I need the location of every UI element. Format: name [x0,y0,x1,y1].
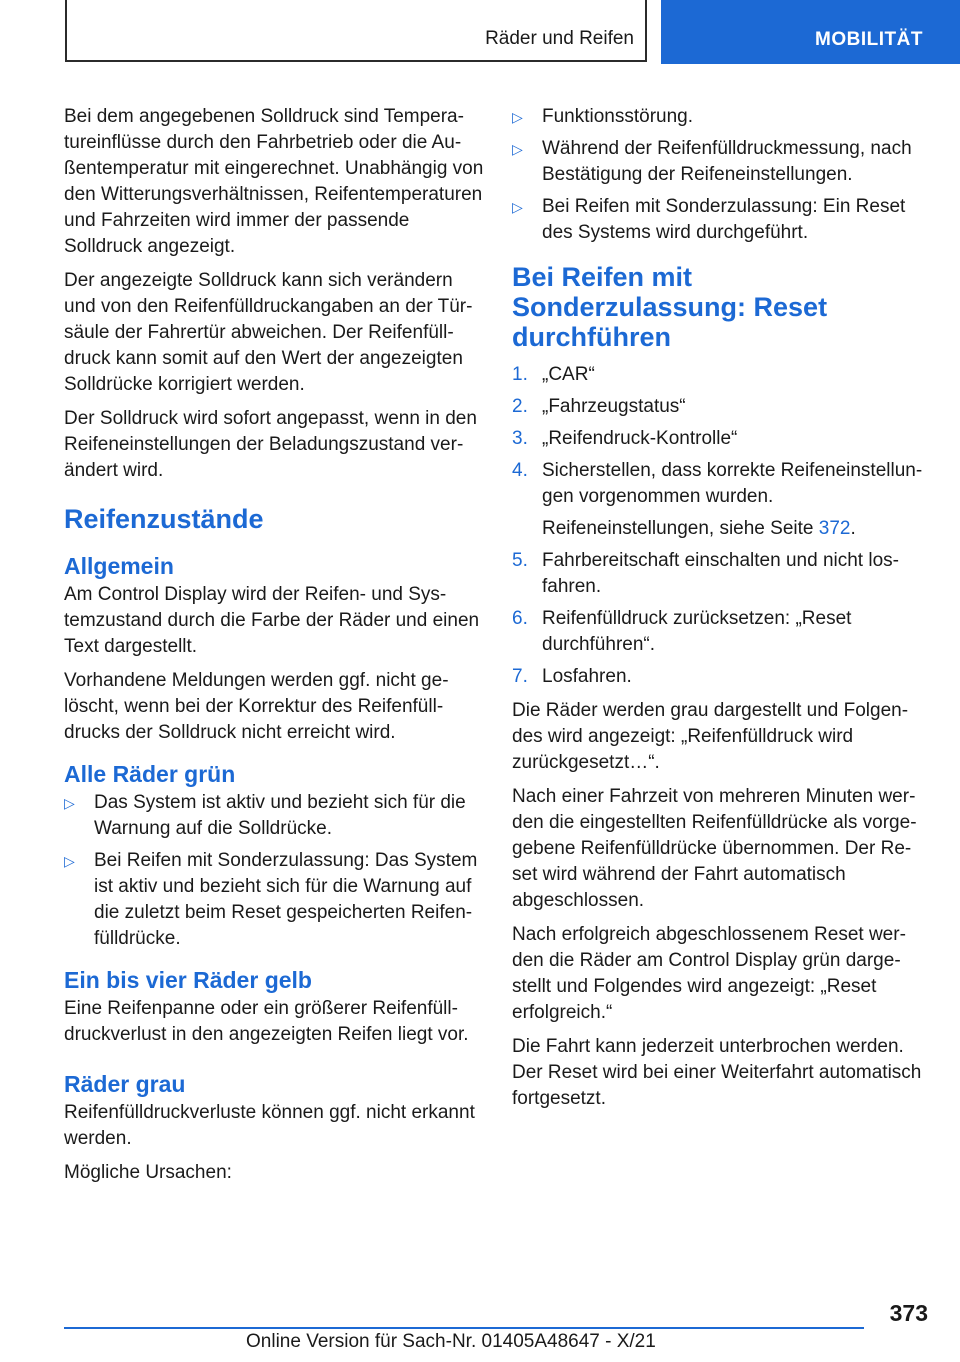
gelb-paragraph: Eine Reifenpanne oder ein größerer Reifenfülldruckverlust in den angezeigten Reifen liegt vor. [64,998,469,1045]
step-text: „Reifendruck-Kontrolle“ [542,428,738,449]
step-cross-reference [542,516,928,542]
result-paragraph: Nach erfolgreich abgeschlossenem Reset werden die Räder am Control Display grün dargestellt und Folgendes wird angezeigt: „Reset erfolgreich.“ [512,924,906,1023]
intro-paragraph: Der Solldruck wird sofort angepasst, wenn in den Reifeneinstellungen der Beladungszustand verändert wird. [64,408,477,481]
allgemein-paragraph: Am Control Display wird der Reifen- und Systemzustand durch die Farbe der Räder und einen Text dargestellt. [64,584,480,657]
causes-bullet-list [512,104,928,246]
list-item [512,194,928,246]
step-item [512,362,928,388]
triangle-bullet-icon: ▷ [512,199,523,215]
step-number: 3. [512,428,528,449]
triangle-bullet-icon: ▷ [512,109,523,125]
step-number: 4. [512,460,528,481]
heading-raeder-grau: Räder grau [64,1071,186,1097]
header-chapter-tab[interactable]: MOBILITÄT [661,0,960,64]
list-item [64,790,484,842]
list-item [512,136,928,188]
header-section-title: Räder und Reifen [485,28,634,49]
reset-steps-list [512,362,928,690]
gruen-bullet-list [64,790,484,952]
step-item [512,548,928,600]
step-number: 1. [512,364,528,385]
step-item [512,458,928,542]
triangle-bullet-icon: ▷ [512,141,523,157]
step-text: „CAR“ [542,364,595,385]
cross-reference-suffix: . [850,518,856,539]
allgemein-paragraph: Vorhandene Meldungen werden ggf. nicht gelöscht, wenn bei der Korrektur des Reifenfülldrucks der Solldruck nicht erreicht wird. [64,670,449,743]
list-item-text: Während der Reifenfülldruckmessung, nach Bestätigung der Reifeneinstellungen. [542,138,912,185]
heading-reifenzustaende: Reifenzustände [64,504,264,534]
list-item-text: Funktionsstörung. [542,106,694,127]
result-paragraph: Die Räder werden grau dargestellt und Folgendes wird angezeigt: „Reifenfülldruck wird zurückgesetzt…“. [512,700,909,773]
step-text: Fahrbereitschaft einschalten und nicht losfahren. [542,550,899,597]
step-item [512,664,928,690]
heading-allgemein: Allgemein [64,553,174,579]
result-paragraph: Die Fahrt kann jederzeit unterbrochen werden. Der Reset wird bei einer Weiterfahrt automatisch fortgesetzt. [512,1036,922,1109]
step-item [512,426,928,452]
left-column [64,104,484,1194]
step-text: Losfahren. [542,666,632,687]
intro-paragraph: Bei dem angegebenen Solldruck sind Temperatureinflüsse durch den Fahrbetrieb oder die Außentemperatur mit eingerechnet. Unabhängig von den Witterungsverhältnissen, Reifentemperaturen und Fahrzeiten wird immer der passende Solldruck angezeigt. [64,106,484,257]
step-text: „Fahrzeugstatus“ [542,396,686,417]
step-text: Reifenfülldruck zurücksetzen: „Reset durchführen“. [542,608,852,655]
triangle-bullet-icon: ▷ [64,795,75,811]
footer-divider [64,1327,864,1329]
step-number: 5. [512,550,528,571]
list-item [64,848,484,952]
step-number: 6. [512,608,528,629]
page-number: 373 [889,1300,928,1326]
footer-online-version: Online Version für Sach-Nr. 01405A48647 - X/21 [246,1331,656,1352]
list-item-text: Bei Reifen mit Sonderzulassung: Ein Reset des Systems wird durchgeführt. [542,196,906,243]
cross-reference-text: Reifeneinstellungen, siehe Seite [542,518,819,539]
heading-alle-raeder-gruen: Alle Räder grün [64,761,236,787]
step-number: 7. [512,666,528,687]
list-item-text: Bei Reifen mit Sonderzulassung: Das System ist aktiv und bezieht sich für die Warnung auf die zuletzt beim Reset gespeicherten Reifenfülldrücke. [94,850,478,949]
triangle-bullet-icon: ▷ [64,853,75,869]
intro-paragraph: Der angezeigte Solldruck kann sich verändern und von den Reifenfülldruckangaben an der Türsäule der Fahrertür abweichen. Der Reifenfülldruck kann somit auf den Wert der angezeigten Solldrücke korrigiert werden. [64,270,473,395]
list-item [512,104,928,130]
page-link[interactable]: 372 [818,518,851,539]
heading-reset-durchfuehren: Bei Reifen mit Sonderzulassung: Reset durchführen [512,262,828,352]
right-column [512,104,928,1120]
heading-raeder-gelb: Ein bis vier Räder gelb [64,967,312,993]
result-paragraph: Nach einer Fahrzeit von mehreren Minuten werden die eingestellten Reifenfülldrücke als vorgegebene Reifenfülldrücke übernommen. Der Reset wird während der Fahrt automatisch abgeschlossen. [512,786,917,911]
list-item-text: Das System ist aktiv und bezieht sich für die Warnung auf die Solldrücke. [94,792,466,839]
grau-paragraph: Reifenfülldruckverluste können ggf. nicht erkannt werden. [64,1102,475,1149]
step-item [512,394,928,420]
grau-causes-label: Mögliche Ursachen: [64,1162,232,1183]
step-number: 2. [512,396,528,417]
step-item [512,606,928,658]
step-text: Sicherstellen, dass korrekte Reifeneinstellungen vorgenommen wurden. [542,460,923,507]
